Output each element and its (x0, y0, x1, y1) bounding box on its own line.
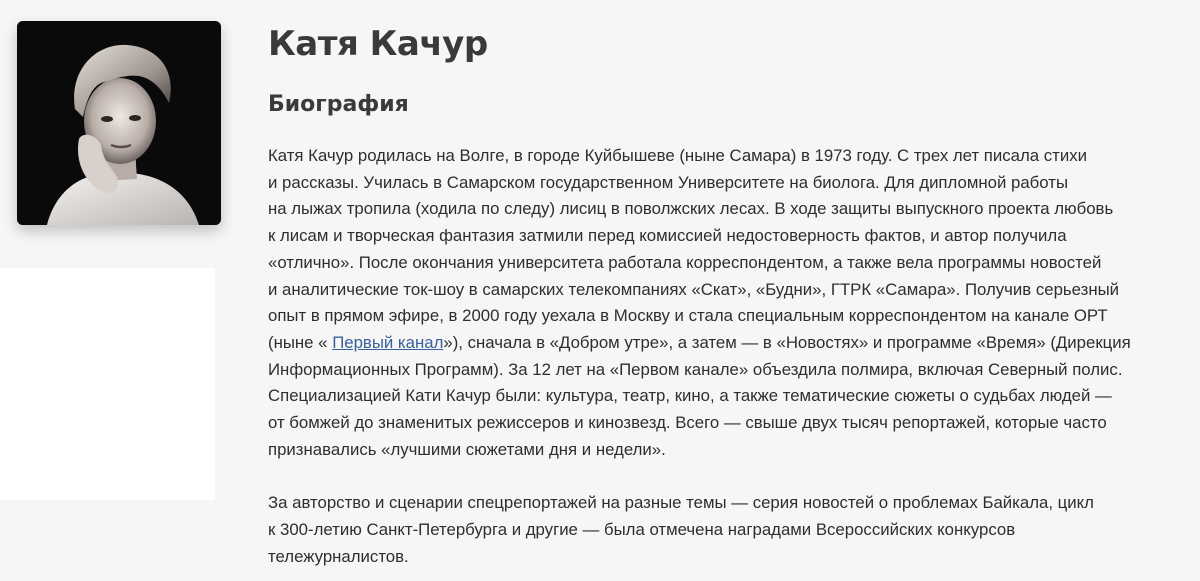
biography-heading: Биография (268, 92, 409, 117)
bio-line: Катя Качур родилась на Волге, в городе Куйбышеве (ныне Самара) в 1973 году. С трех лет писала стихи (268, 146, 1087, 165)
bio-line: и аналитические ток-шоу в самарских телекомпаниях «Скат», «Будни», ГТРК «Самара». Получив серьезный (268, 279, 1120, 299)
bio-line: тележурналистов. (268, 546, 409, 566)
paragraph-gap (268, 463, 1173, 490)
bio-line: к 300-летию Санкт-Петербурга и другие — была отмечена наградами Всероссийских конкурсов (268, 519, 1016, 539)
bio-line: от бомжей до знаменитых режиссеров и кинозвезд. Всего — свыше двух тысяч репортажей, которые часто (268, 413, 1107, 433)
bio-line: За авторство и сценарии спецрепортажей на разные темы — серия новостей о проблемах Байкала, цикл (268, 493, 1094, 513)
author-name: Катя Качур (268, 24, 488, 64)
portrait-photo-icon (17, 21, 221, 225)
first-channel-link[interactable]: Первый канал (332, 332, 444, 352)
bio-line: на лыжах тропила (ходила по следу) лисиц в поволжских лесах. В ходе защиты выпускного проекта любовь (268, 199, 1114, 219)
bio-line: к лисам и творческая фантазия затмили перед комиссией недостоверность фактов, и автор получила (268, 226, 1067, 246)
bio-line: опыт в прямом эфире, в 2000 году уехала в Москву и стала специальным корреспондентом на канале ОРТ (268, 306, 1108, 326)
bio-line: Информационных Программ). За 12 лет на «Первом канале» объездила полмира, включая Северный полис. (268, 359, 1123, 379)
bio-line: Специализацией Кати Качур были: культура, театр, кино, а также тематические сюжеты о судьбах людей — (268, 386, 1112, 406)
bio-text: »), сначала в «Добром утре», а затем — в «Новостях» и программе «Время» (Дирекция (443, 332, 1131, 352)
bio-line: «отлично». После окончания университета работала корреспондентом, а также вела программы новостей (268, 252, 1102, 272)
biography-text (268, 143, 1173, 570)
bio-line: и рассказы. Училась в Самарском государственном Университете на биолога. Для дипломной работы (268, 172, 1069, 192)
bio-text: (ныне « (268, 332, 333, 352)
author-photo (17, 21, 221, 225)
bio-line (268, 330, 1173, 357)
sidebar-blank-panel (0, 268, 215, 500)
bio-line: признавались «лучшими сюжетами дня и недели». (268, 439, 666, 459)
